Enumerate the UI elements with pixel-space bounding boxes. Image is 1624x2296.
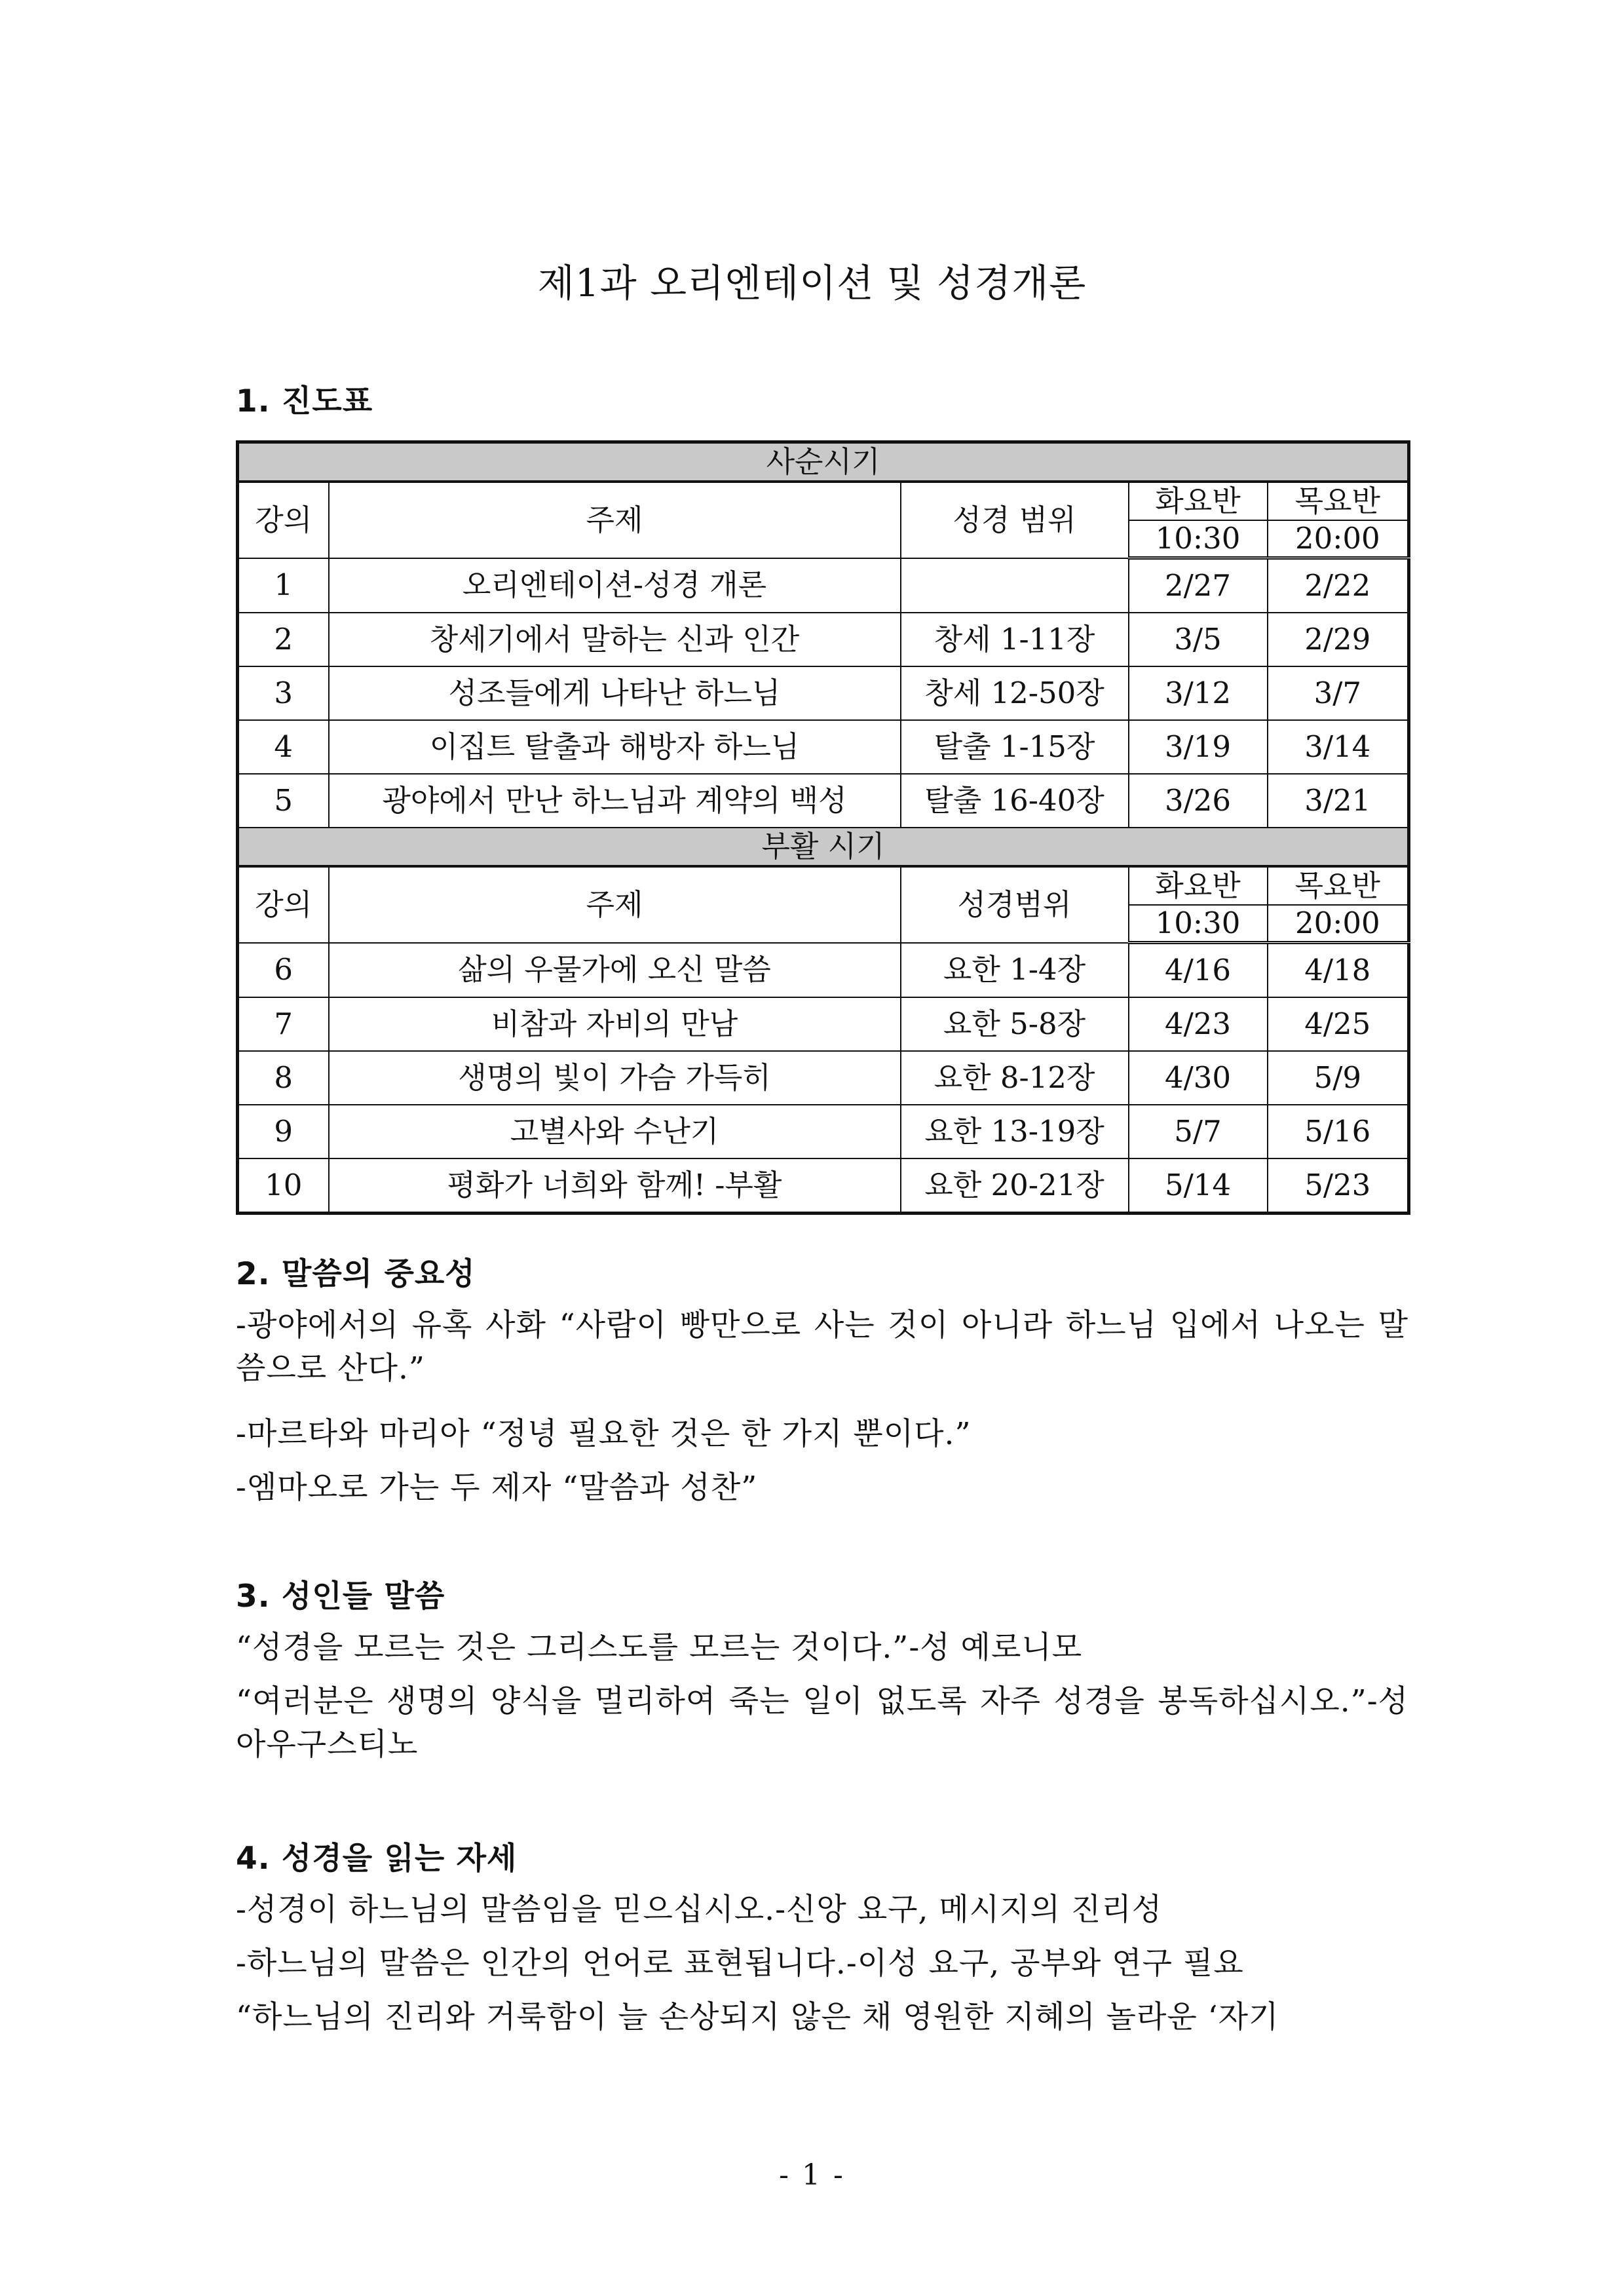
cell-range: 요한 20-21장 (901, 1158, 1129, 1214)
header-range: 성경범위 (901, 866, 1129, 943)
cell-thursday: 5/16 (1268, 1105, 1409, 1158)
header-lecture: 강의 (238, 866, 329, 943)
table-header-row (238, 482, 1409, 520)
header-topic: 주제 (329, 866, 901, 943)
cell-tuesday: 3/12 (1129, 666, 1268, 720)
table-row (238, 558, 1409, 613)
cell-tuesday: 3/19 (1129, 720, 1268, 774)
cell-thursday: 4/25 (1268, 997, 1409, 1051)
cell-tuesday: 5/14 (1129, 1158, 1268, 1214)
cell-tuesday: 5/7 (1129, 1105, 1268, 1158)
table-header-row (238, 866, 1409, 905)
cell-lecture: 1 (238, 558, 329, 613)
schedule-table (236, 440, 1410, 1215)
cell-thursday: 3/7 (1268, 666, 1409, 720)
header-lecture: 강의 (238, 482, 329, 558)
cell-lecture: 9 (238, 1105, 329, 1158)
table-row (238, 720, 1409, 774)
cell-tuesday: 4/23 (1129, 997, 1268, 1051)
cell-topic: 삶의 우물가에 오신 말씀 (329, 943, 901, 998)
cell-topic: 광야에서 만난 하느님과 계약의 백성 (329, 774, 901, 828)
header-thursday: 목요반 (1268, 866, 1409, 905)
cell-lecture: 8 (238, 1051, 329, 1105)
paragraph-line: -엠마오로 가는 두 제자 “말씀과 성찬” (236, 1470, 758, 1506)
table-row (238, 997, 1409, 1051)
table-row (238, 774, 1409, 828)
header-thursday-time: 20:00 (1268, 905, 1409, 943)
cell-thursday: 5/9 (1268, 1051, 1409, 1105)
header-thursday: 목요반 (1268, 482, 1409, 520)
paragraph-line: -하느님의 말씀은 인간의 언어로 표현됩니다.-이성 요구, 공부와 연구 필요 (236, 1945, 1244, 1981)
page-number: - 1 - (779, 2158, 845, 2192)
table-row (238, 613, 1409, 666)
cell-topic: 오리엔테이션-성경 개론 (329, 558, 901, 613)
section-heading-schedule: 1. 진도표 (236, 383, 373, 419)
cell-range: 창세 1-11장 (901, 613, 1129, 666)
cell-range: 요한 1-4장 (901, 943, 1129, 998)
paragraph-line: -마르타와 마리아 “정녕 필요한 것은 한 가지 뿐이다.” (236, 1416, 972, 1452)
paragraph-line: “성경을 모르는 것은 그리스도를 모르는 것이다.”-성 예로니모 (236, 1630, 1083, 1666)
period-name: 사순시기 (238, 442, 1409, 482)
period-row (238, 828, 1409, 866)
header-tuesday: 화요반 (1129, 866, 1268, 905)
paragraph-line: “하느님의 진리와 거룩함이 늘 손상되지 않은 채 영원한 지혜의 놀라운 ‘자기 (236, 1999, 1279, 2035)
table-row (238, 943, 1409, 998)
cell-thursday: 2/29 (1268, 613, 1409, 666)
cell-range: 창세 12-50장 (901, 666, 1129, 720)
period-row (238, 442, 1409, 482)
cell-range: 탈출 16-40장 (901, 774, 1129, 828)
cell-range: 요한 13-19장 (901, 1105, 1129, 1158)
header-tuesday-time: 10:30 (1129, 905, 1268, 943)
section-heading-importance: 2. 말씀의 중요성 (236, 1256, 476, 1292)
cell-thursday: 4/18 (1268, 943, 1409, 998)
cell-thursday: 3/21 (1268, 774, 1409, 828)
header-tuesday: 화요반 (1129, 482, 1268, 520)
header-thursday-time: 20:00 (1268, 520, 1409, 558)
cell-lecture: 2 (238, 613, 329, 666)
cell-topic: 고별사와 수난기 (329, 1105, 901, 1158)
header-tuesday-time: 10:30 (1129, 520, 1268, 558)
cell-lecture: 10 (238, 1158, 329, 1214)
period-name: 부활 시기 (238, 828, 1409, 866)
cell-range: 탈출 1-15장 (901, 720, 1129, 774)
cell-lecture: 6 (238, 943, 329, 998)
cell-topic: 생명의 빛이 가슴 가득히 (329, 1051, 901, 1105)
table-row (238, 1051, 1409, 1105)
header-topic: 주제 (329, 482, 901, 558)
header-range: 성경 범위 (901, 482, 1129, 558)
section-heading-attitude: 4. 성경을 읽는 자세 (236, 1841, 518, 1877)
cell-tuesday: 4/30 (1129, 1051, 1268, 1105)
cell-thursday: 3/14 (1268, 720, 1409, 774)
cell-topic: 이집트 탈출과 해방자 하느님 (329, 720, 901, 774)
paragraph-line: -성경이 하느님의 말씀임을 믿으십시오.-신앙 요구, 메시지의 진리성 (236, 1892, 1163, 1928)
cell-tuesday: 4/16 (1129, 943, 1268, 998)
cell-range (901, 558, 1129, 613)
cell-thursday: 2/22 (1268, 558, 1409, 613)
page-title: 제1과 오리엔테이션 및 성경개론 (537, 261, 1087, 305)
cell-lecture: 5 (238, 774, 329, 828)
paragraph-line: -광야에서의 유혹 사화 “사람이 빵만으로 사는 것이 아니라 하느님 입에서 나오는 말씀으로 산다.” (236, 1307, 1408, 1387)
cell-topic: 창세기에서 말하는 신과 인간 (329, 613, 901, 666)
cell-topic: 성조들에게 나타난 하느님 (329, 666, 901, 720)
cell-tuesday: 3/5 (1129, 613, 1268, 666)
section-heading-saints: 3. 성인들 말씀 (236, 1578, 445, 1615)
paragraph-line: “여러분은 생명의 양식을 멀리하여 죽는 일이 없도록 자주 성경을 봉독하십시오.”-성 아우구스티노 (236, 1683, 1408, 1763)
table-row (238, 1105, 1409, 1158)
cell-topic: 평화가 너희와 함께! -부활 (329, 1158, 901, 1214)
cell-topic: 비참과 자비의 만남 (329, 997, 901, 1051)
cell-tuesday: 2/27 (1129, 558, 1268, 613)
cell-range: 요한 8-12장 (901, 1051, 1129, 1105)
table-row (238, 1158, 1409, 1214)
cell-lecture: 3 (238, 666, 329, 720)
table-row (238, 666, 1409, 720)
cell-range: 요한 5-8장 (901, 997, 1129, 1051)
cell-thursday: 5/23 (1268, 1158, 1409, 1214)
cell-tuesday: 3/26 (1129, 774, 1268, 828)
cell-lecture: 4 (238, 720, 329, 774)
cell-lecture: 7 (238, 997, 329, 1051)
